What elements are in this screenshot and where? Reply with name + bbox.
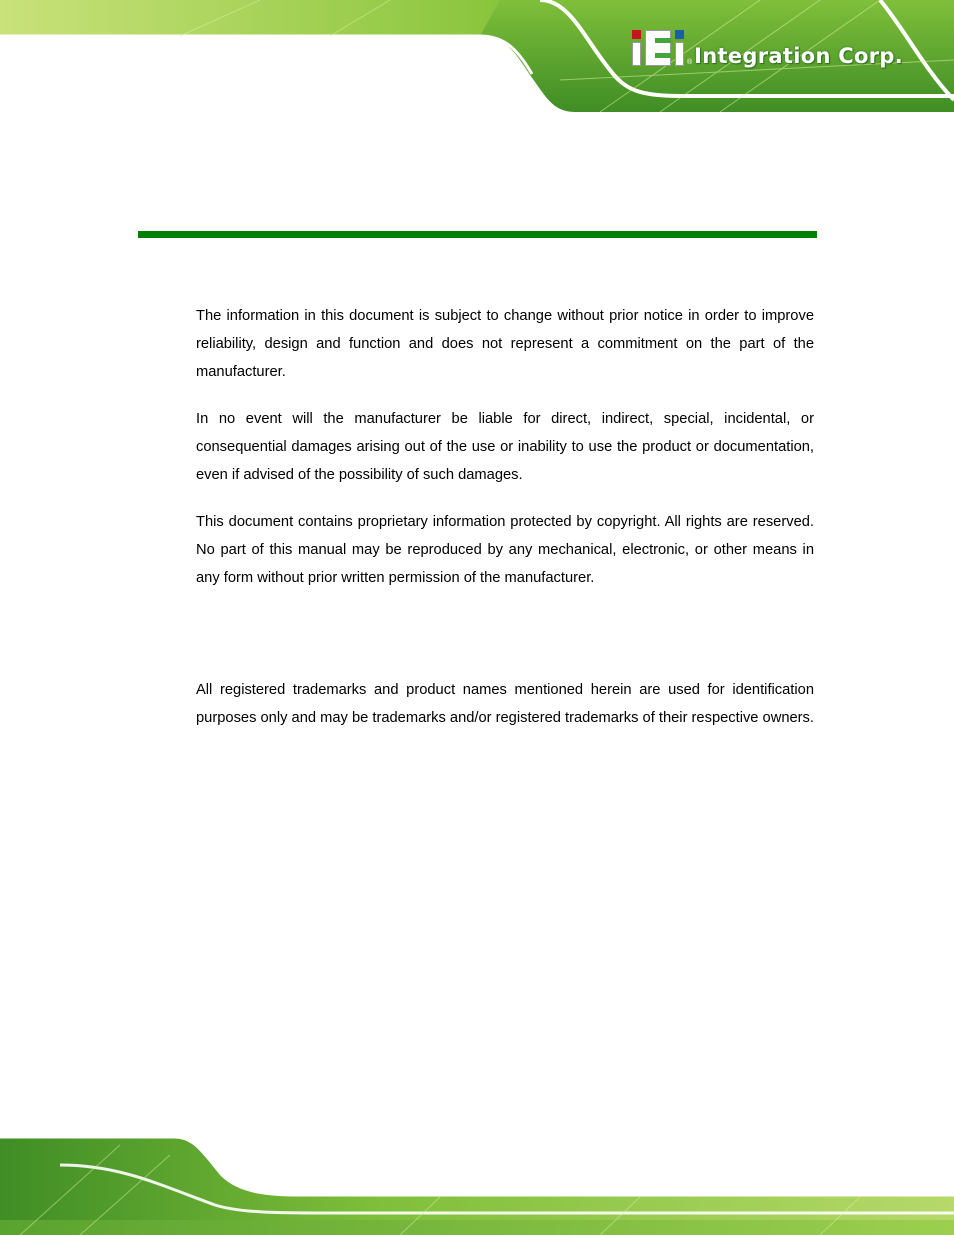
liability-paragraph: In no event will the manufacturer be liable for direct, indirect, special, incidental, or consequential damages arising out of the use or inability to use the product or documentation, even if advised of the possibility of such damages.: [196, 411, 814, 483]
disclaimer-paragraph: The information in this document is subject to change without prior notice in order to improve reliability, design and function and does not represent a commitment on the part of the manufacturer.: [196, 308, 814, 380]
registered-mark: ®: [687, 59, 693, 66]
copyright-paragraph: This document contains proprietary information protected by copyright. All rights are reserved. No part of this manual may be reproduced by any mechanical, electronic, or other means in any form without prior written permission of the manufacturer.: [196, 514, 814, 586]
iei-logo-mark: [632, 28, 693, 68]
trademarks-paragraph: All registered trademarks and product names mentioned herein are used for identification purposes only and may be trademarks and/or registered trademarks of their respective owners.: [196, 682, 814, 726]
logo-text: Integration Corp.: [694, 44, 904, 68]
document-body: [196, 302, 814, 751]
section-rule: [138, 231, 817, 238]
footer-banner: [0, 1125, 954, 1235]
company-logo: [632, 28, 903, 68]
